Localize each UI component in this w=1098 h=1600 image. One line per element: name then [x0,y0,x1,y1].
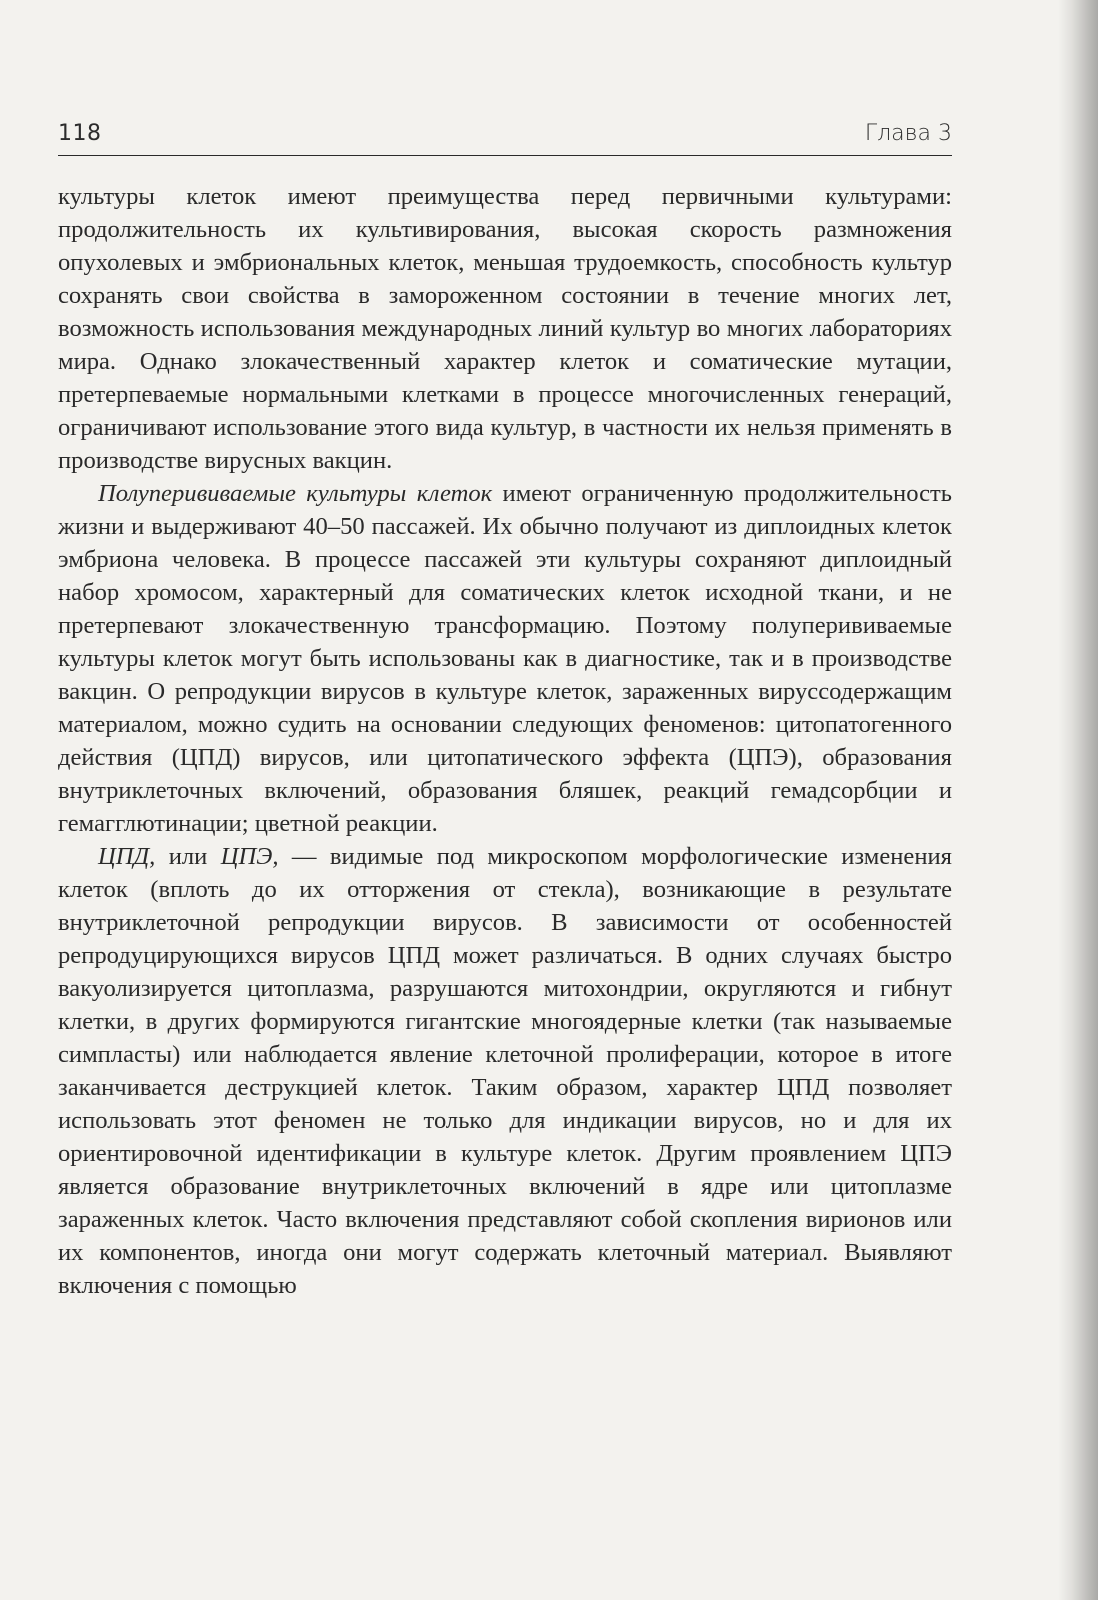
body-text [58,180,952,1302]
page-number: 118 [58,121,102,146]
paragraph-2-term: Полуперививаемые культуры клеток [98,480,493,507]
paragraph-3 [58,840,952,1302]
paragraph-3-connector: или [155,843,221,870]
paragraph-2 [58,477,952,840]
paragraph-2-text: имеют ограниченную продолжительность жизни и выдерживают 40–50 пассажей. Их обычно получают из диплоидных клеток эмбриона человека. В процессе пассажей эти культуры сохраняют диплоидный набор хромосом, характерный для соматических клеток исходной ткани, и не претерпевают злокачественную трансформацию. Поэтому полуперививаемые культуры клеток могут быть использованы как в диагностике, так и в производстве вакцин. О репродукции вирусов в культуре клеток, зараженных вируссодержащим материалом, можно судить на основании следующих феноменов: цитопатогенного действия (ЦПД) вирусов, или цитопатического эффекта (ЦПЭ), образования внутриклеточных включений, образования бляшек, реакций гемадсорбции и гемагглютинации; цветной реакции. [58,480,952,837]
paragraph-3-term-1: ЦПД, [98,843,156,870]
paragraph-3-text: — видимые под микроскопом морфологические изменения клеток (вплоть до их отторжения от стекла), возникающие в результате внутриклеточной репродукции вирусов. В зависимости от особенностей репродуцирующихся вирусов ЦПД может различаться. В одних случаях быстро вакуолизируется цитоплазма, разрушаются митохондрии, округляются и гибнут клетки, в других формируются гигантские многоядерные клетки (так называемые симпласты) или наблюдается явление клеточной пролиферации, которое в итоге заканчивается деструкцией клеток. Таким образом, характер ЦПД позволяет использовать этот феномен не только для индикации вирусов, но и для их ориентировочной идентификации в культуре клеток. Другим проявлением ЦПЭ является образование внутриклеточных включений в ядре или цитоплазме зараженных клеток. Часто включения представляют собой скопления вирионов или их компонентов, иногда они могут содержать клеточный материал. Выявляют включения с помощью [58,843,952,1299]
paragraph-1-text: культуры клеток имеют преимущества перед первичными культурами: продолжительность их культивирования, высокая скорость размножения опухолевых и эмбриональных клеток, меньшая трудоемкость, способность культур сохранять свои свойства в замороженном состоянии в течение многих лет, возможность использования международных линий культур во многих лабораториях мира. Однако злокачественный характер клеток и соматические мутации, претерпеваемые нормальными клетками в процессе многочисленных генераций, ограничивают использование этого вида культур, в частности их нельзя применять в производстве вирусных вакцин. [58,183,952,474]
page-header [58,119,952,156]
running-head: Глава 3 [864,121,952,146]
paragraph-1 [58,180,952,477]
page-gutter-shadow [1058,0,1098,1600]
paragraph-3-term-2: ЦПЭ, [220,843,279,870]
